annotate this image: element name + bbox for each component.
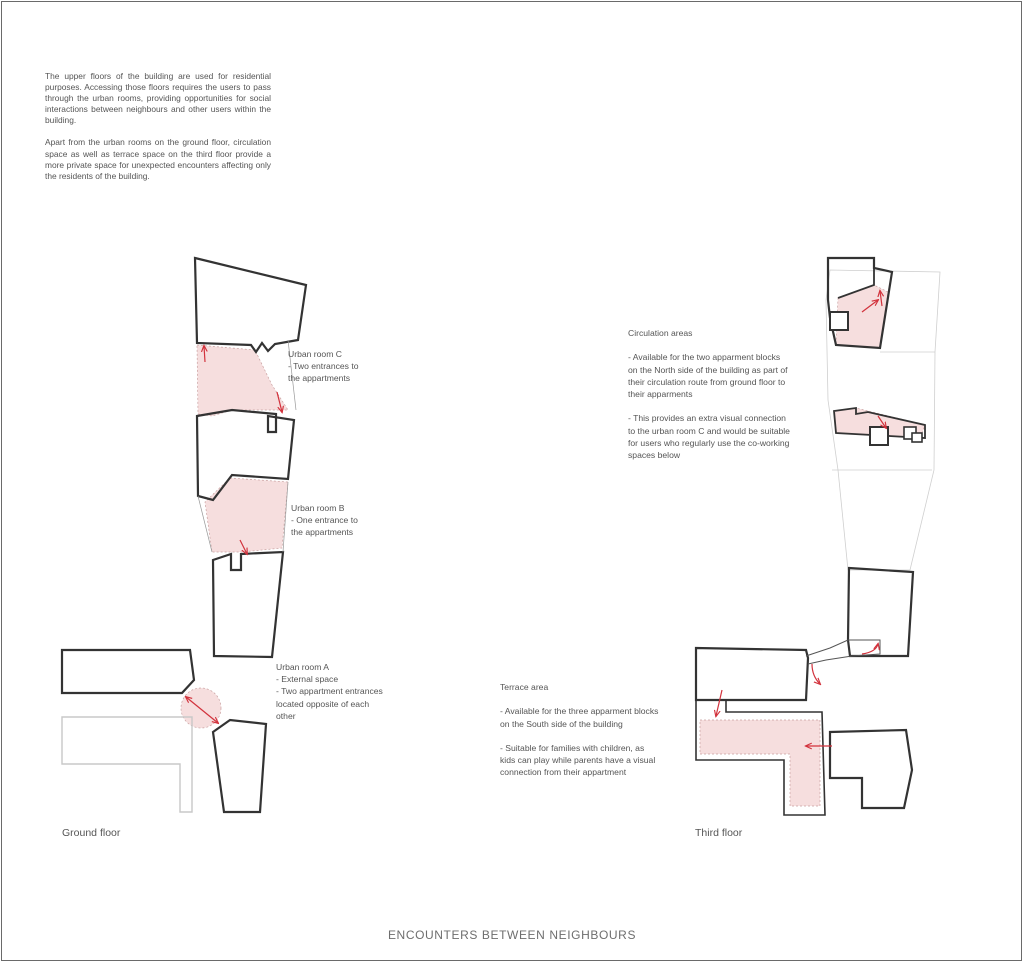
third-floor-label: Third floor [695,827,743,839]
terrace-area [700,720,820,806]
note-line: - This provides an extra visual connection [628,413,786,424]
note-line: the appartments [291,527,354,538]
urban-room-c-area [197,345,288,416]
note-line: - Two appartment entrances [276,686,383,697]
note-line: Urban room A [276,662,330,672]
note-line: Terrace area [500,682,549,692]
note-line [628,339,790,351]
ground-floor-plan [62,258,306,812]
note-line: kids can play while parents have a visual [500,755,656,766]
urban-room-a-area [181,688,221,728]
note-urban-room-a [276,661,383,722]
note-line: Circulation areas [628,328,693,338]
note-terrace-area [500,681,658,779]
gf-block-south [213,552,283,657]
note-line [500,693,658,705]
note-line: connection from their appartment [500,767,627,778]
tf-block-west [696,648,808,700]
arrow-icon [812,664,820,684]
note-line: for users who regularly use the co-working [628,437,790,448]
tf-stair-box [830,312,848,330]
note-line: - Suitable for families with children, as [500,743,645,754]
note-line: their circulation route from ground floor to [628,376,786,387]
gf-ghost-block [62,717,192,812]
note-line [500,730,658,742]
tf-stair-box [912,433,922,442]
note-line: to the urban room C and would be suitable [628,425,790,436]
ground-floor-label: Ground floor [62,827,121,839]
note-line: their apparments [628,389,693,400]
note-line: - One entrance to [291,515,358,526]
gf-block-southwest [62,650,194,693]
note-line: Urban room C [288,349,342,359]
intro-paragraph-2: Apart from the urban rooms on the ground floor, circulation space as well as terrace space on the third floor provide a more private space for unexpected encounters affecting only the residents of the building. [45,137,271,181]
note-circulation-areas [628,327,790,461]
note-line: other [276,710,296,721]
note-line: - Available for the two apparment blocks [628,352,781,363]
intro-paragraph-1: The upper floors of the building are used for residential purposes. Accessing those floors requires the users to pass through the urban rooms, providing opportunities for social interactions between neighbours and other users within the building. [45,71,271,126]
note-line: located opposite of each [276,698,370,709]
urban-room-b-area [205,478,288,552]
note-line: - External space [276,674,339,685]
tf-stair-box [870,427,888,445]
page-title: ENCOUNTERS BETWEEN NEIGHBOURS [387,928,637,942]
note-line [628,400,790,412]
note-urban-room-b [291,502,358,539]
note-line: on the North side of the building as part of [628,364,788,375]
arrow-icon [862,644,878,654]
note-line: - Two entrances to [288,361,359,372]
note-line: Urban room B [291,503,345,513]
gf-block-southeast [213,720,266,812]
tf-block-east [830,730,912,808]
gf-block-north [195,258,306,352]
arrow-icon [716,690,722,716]
note-urban-room-c [288,348,359,385]
note-line: - Available for the three apparment blocks [500,706,659,717]
note-line: spaces below [628,450,681,461]
note-line: the appartments [288,373,351,384]
note-line: on the South side of the building [500,718,623,729]
